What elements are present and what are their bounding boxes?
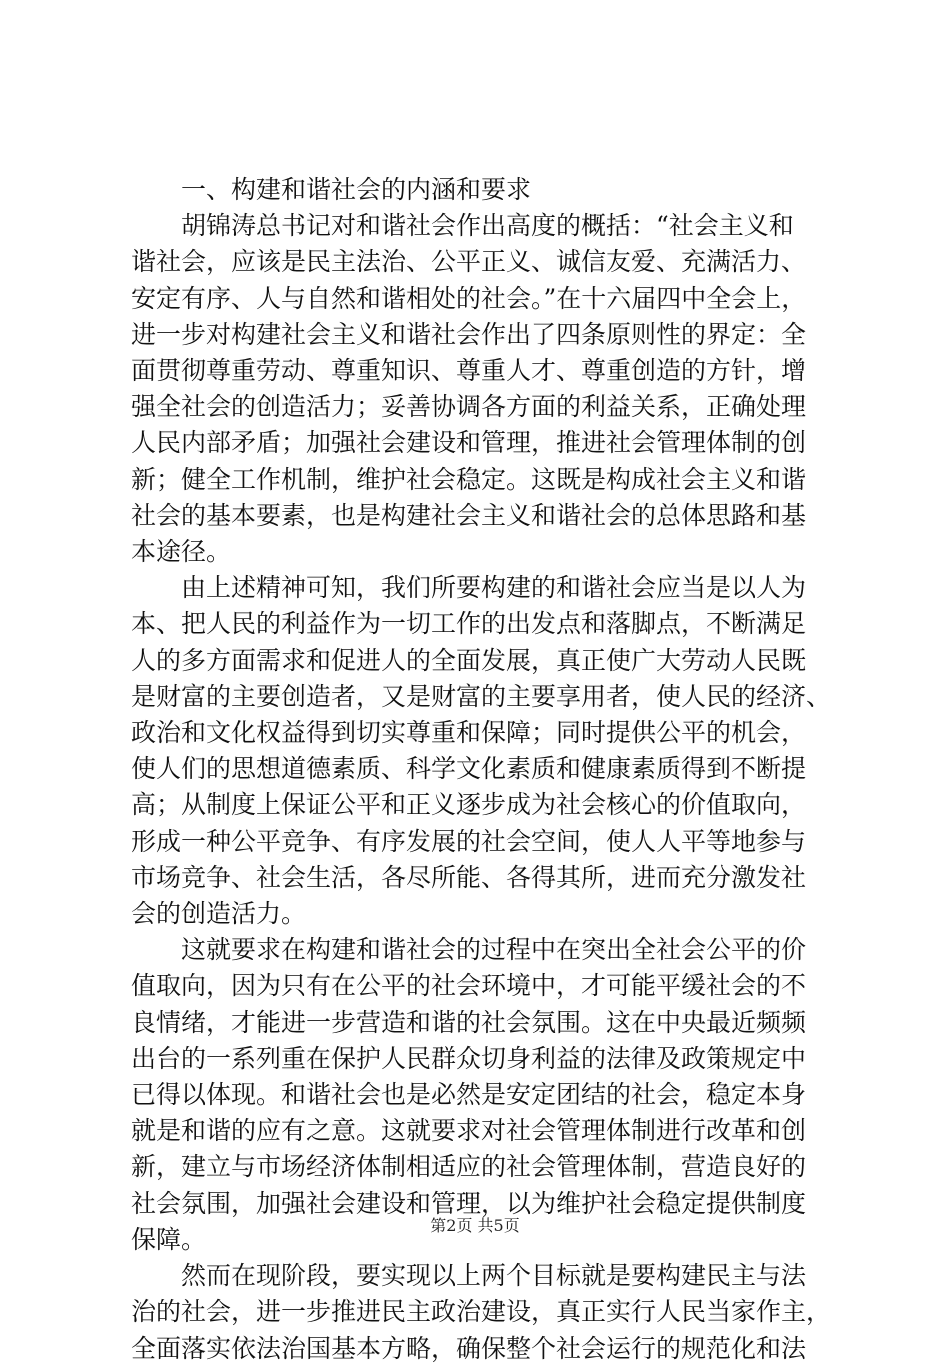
text-line: 强全社会的创造活力；妥善协调各方面的利益关系，正确处理 xyxy=(131,392,807,422)
text-line: 安定有序、人与自然和谐相处的社会。”在十六届四中全会上， xyxy=(131,283,807,313)
text-line: 市场竞争、社会生活，各尽所能、各得其所，进而充分激发社 xyxy=(131,862,807,892)
text-line: 就是和谐的应有之意。这就要求对社会管理体制进行改革和创 xyxy=(131,1116,807,1146)
text-line: 新；健全工作机制，维护社会稳定。这既是构成社会主义和谐 xyxy=(131,464,807,494)
document-body xyxy=(131,172,831,1367)
text-line: 由上述精神可知，我们所要构建的和谐社会应当是以人为 xyxy=(181,573,807,603)
paragraph-2 xyxy=(131,570,831,932)
text-line: 人的多方面需求和促进人的全面发展，真正使广大劳动人民既 xyxy=(131,645,807,675)
text-line: 谐社会，应该是民主法治、公平正义、诚信友爱、充满活力、 xyxy=(131,247,807,277)
text-line: 新，建立与市场经济体制相适应的社会管理体制，营造良好的 xyxy=(131,1152,807,1182)
text-line: 良情绪，才能进一步营造和谐的社会氛围。这在中央最近频频 xyxy=(131,1007,807,1037)
text-line: 使人们的思想道德素质、科学文化素质和健康素质得到不断提 xyxy=(131,754,807,784)
paragraph-1 xyxy=(131,208,831,570)
text-line: 会的创造活力。 xyxy=(131,899,307,929)
text-line: 然而在现阶段，要实现以上两个目标就是要构建民主与法 xyxy=(181,1261,807,1291)
text-line: 治的社会，进一步推进民主政治建设，真正实行人民当家作主， xyxy=(131,1297,832,1327)
paragraph-4 xyxy=(131,1258,831,1367)
text-line: 是财富的主要创造者，又是财富的主要享用者，使人民的经济、 xyxy=(131,681,832,711)
section-heading: 一、构建和谐社会的内涵和要求 xyxy=(181,175,532,204)
text-line: 进一步对构建社会主义和谐社会作出了四条原则性的界定：全 xyxy=(131,319,807,349)
text-line: 值取向，因为只有在公平的社会环境中，才可能平缓社会的不 xyxy=(131,971,807,1001)
page-number-footer: 第2页 共5页 xyxy=(430,1216,520,1235)
text-line: 高；从制度上保证公平和正义逐步成为社会核心的价值取向， xyxy=(131,790,807,820)
text-line: 政治和文化权益得到切实尊重和保障；同时提供公平的机会， xyxy=(131,718,807,748)
text-line: 社会氛围，加强社会建设和管理，以为维护社会稳定提供制度 xyxy=(131,1188,807,1218)
text-line: 已得以体现。和谐社会也是必然是安定团结的社会，稳定本身 xyxy=(131,1080,807,1110)
text-line: 本途径。 xyxy=(131,537,232,567)
text-line: 保障。 xyxy=(131,1224,207,1254)
text-line: 社会的基本要素，也是构建社会主义和谐社会的总体思路和基 xyxy=(131,500,807,530)
text-line: 面贯彻尊重劳动、尊重知识、尊重人才、尊重创造的方针，增 xyxy=(131,356,807,386)
text-line: 形成一种公平竞争、有序发展的社会空间，使人人平等地参与 xyxy=(131,826,807,856)
text-line: 胡锦涛总书记对和谐社会作出高度的概括：“社会主义和 xyxy=(181,211,794,241)
text-line: 人民内部矛盾；加强社会建设和管理，推进社会管理体制的创 xyxy=(131,428,807,458)
text-line: 出台的一系列重在保护人民群众切身利益的法律及政策规定中 xyxy=(131,1043,807,1073)
paragraph-3 xyxy=(131,932,831,1258)
text-line: 这就要求在构建和谐社会的过程中在突出全社会公平的价 xyxy=(181,935,807,965)
text-line: 全面落实依法治国基本方略，确保整个社会运行的规范化和法 xyxy=(131,1333,807,1363)
text-line: 本、把人民的利益作为一切工作的出发点和落脚点，不断满足 xyxy=(131,609,807,639)
